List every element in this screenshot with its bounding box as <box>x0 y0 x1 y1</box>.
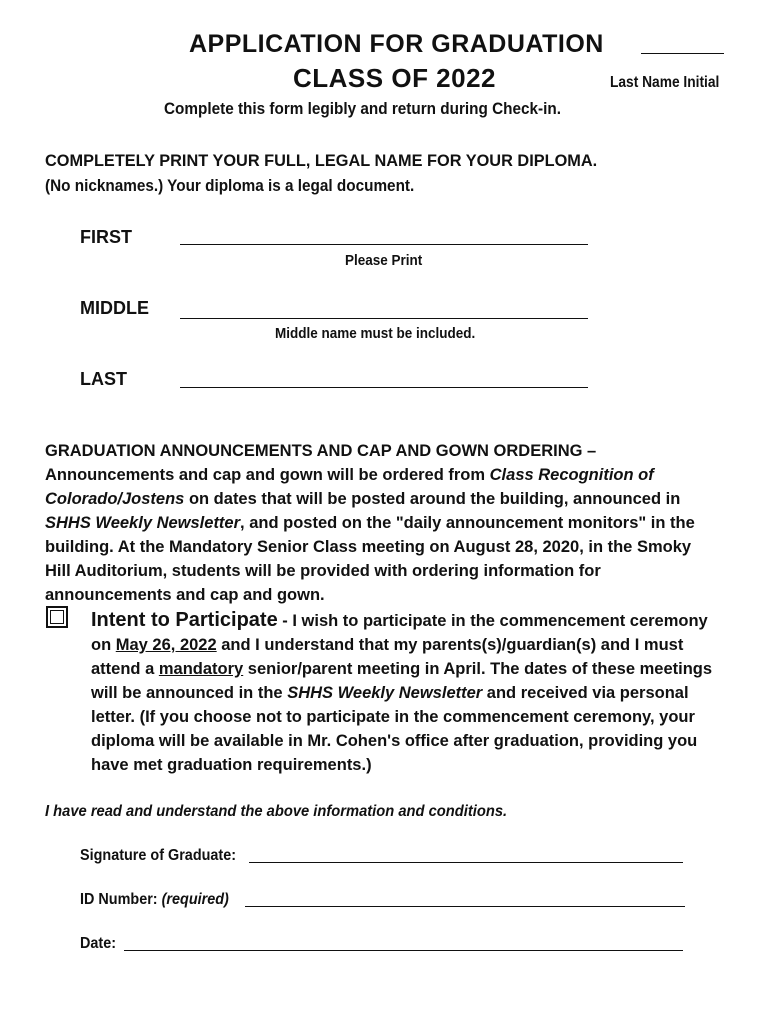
id-number-label-text: ID Number: <box>80 891 158 908</box>
first-name-hint: Please Print <box>345 252 423 269</box>
intent-heading: Intent to Participate <box>91 609 278 631</box>
date-label: Date: <box>80 935 117 952</box>
announcements-paragraph <box>45 439 715 607</box>
intent-text-c: senior/parent meeting in April. The dates of these meetings will be announced in the <box>91 660 713 702</box>
first-name-label: FIRST <box>80 227 132 247</box>
diploma-subheading: (No nicknames.) Your diploma is a legal document. <box>45 176 415 195</box>
announcements-heading: GRADUATION ANNOUNCEMENTS AND CAP AND GOWN ORDERING <box>45 442 583 460</box>
intent-text-b: and I understand that my parents(s)/guardian(s) and I must attend a <box>91 636 684 678</box>
intent-text-a: - I wish to participate in the commencement ceremony on <box>91 612 708 654</box>
form-title: APPLICATION FOR GRADUATION <box>189 30 604 58</box>
newsletter-name: SHHS Weekly Newsletter <box>45 514 241 532</box>
instructions: Complete this form legibly and return during Check-in. <box>164 99 561 118</box>
acknowledgement: I have read and understand the above information and conditions. <box>45 803 508 820</box>
first-name-field[interactable] <box>180 244 588 245</box>
date-field[interactable] <box>124 950 683 951</box>
last-name-initial-field[interactable] <box>641 53 724 54</box>
ceremony-date: May 26, 2022 <box>115 636 217 654</box>
class-year: CLASS OF 2022 <box>293 63 497 93</box>
intent-checkbox[interactable] <box>46 606 68 628</box>
middle-name-hint: Middle name must be included. <box>275 325 476 342</box>
id-number-label <box>80 891 229 909</box>
intent-paragraph <box>91 608 721 777</box>
announcements-text-c: , and posted on the "daily announcement monitors" in the building. At the Mandatory Senior Class meeting on August 28, 2020, in the Smoky Hill Auditorium, students will be provided with ordering information for announcements and cap and gown. <box>45 514 695 604</box>
last-name-label: LAST <box>80 369 127 389</box>
intent-newsletter-name: SHHS Weekly Newsletter <box>287 684 483 702</box>
intent-text-d: and received via personal letter. (If you choose not to participate in the commencement ceremony, your diploma will be available in Mr. Cohen's office after graduation, providing you have met graduation requirements.) <box>91 684 698 774</box>
mandatory-word: mandatory <box>158 660 244 678</box>
signature-field[interactable] <box>249 862 683 863</box>
last-name-field[interactable] <box>180 387 588 388</box>
middle-name-field[interactable] <box>180 318 588 319</box>
id-number-field[interactable] <box>245 906 685 907</box>
signature-label: Signature of Graduate: <box>80 847 237 864</box>
diploma-heading: COMPLETELY PRINT YOUR FULL, LEGAL NAME FOR YOUR DIPLOMA. <box>45 151 598 170</box>
vendor-name: Class Recognition of Colorado/Jostens <box>45 466 654 508</box>
announcements-text-a: – Announcements and cap and gown will be ordered from <box>45 442 597 484</box>
middle-name-label: MIDDLE <box>80 298 149 318</box>
last-name-initial-label: Last Name Initial <box>610 74 720 91</box>
id-required-note: (required) <box>161 891 229 908</box>
announcements-text-b: on dates that will be posted around the building, announced in <box>184 490 681 508</box>
